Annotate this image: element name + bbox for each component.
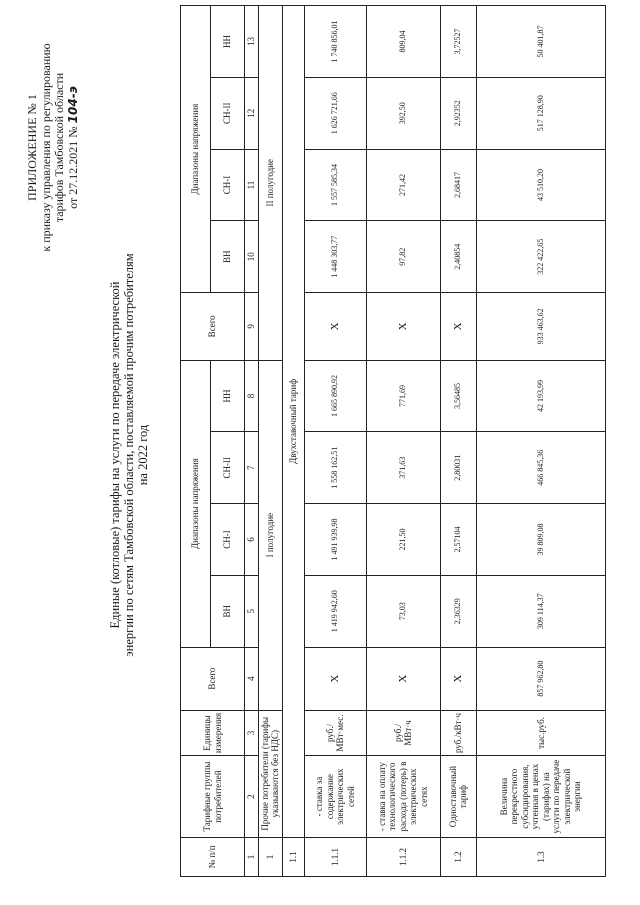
handwritten-number: 104-э	[65, 86, 80, 124]
value-vn-h1: 2,36329	[440, 575, 476, 647]
col-number: 12	[245, 77, 259, 149]
col-number: 9	[245, 293, 259, 360]
value-nn-h1: 42 193,99	[476, 360, 606, 432]
row-num: 1.2	[440, 837, 476, 876]
value-sn2-h1: 1 558 162,51	[304, 432, 366, 504]
col-number: 5	[245, 575, 259, 647]
appendix-order-line: к приказу управления по регулированию	[38, 43, 53, 252]
col-number: 2	[245, 756, 259, 838]
header-row-top	[181, 6, 211, 877]
title-line-2: энергии по сетям Тамбовской области, поставляемой прочим потребителям	[122, 253, 136, 657]
row-1-1-1	[304, 6, 366, 877]
title-line-3: на 2022 год	[136, 424, 150, 486]
col-number: 7	[245, 432, 259, 504]
value-total-h2: Х	[304, 293, 366, 360]
value-total-h2: Х	[366, 293, 440, 360]
col-number: 6	[245, 504, 259, 576]
value-sn1-h2: 43 510,20	[476, 149, 606, 221]
value-sn1-h2: 2,68417	[440, 149, 476, 221]
value-sn2-h2: 517 128,90	[476, 77, 606, 149]
value-nn-h2: 809,04	[366, 6, 440, 78]
appendix-date-line	[67, 35, 81, 260]
col-number: 3	[245, 710, 259, 756]
value-vn-h2: 1 448 303,77	[304, 221, 366, 293]
column-number-row	[245, 6, 259, 877]
value-sn2-h1: 2,80031	[440, 432, 476, 504]
value-vn-h1: 1 419 942,60	[304, 575, 366, 647]
row-num: 1.1.2	[366, 837, 440, 876]
appendix-date: от 27.12.2021 №	[65, 126, 80, 209]
value-nn-h1: 1 665 890,92	[304, 360, 366, 432]
row-1-3	[476, 6, 606, 877]
value-total-h1: Х	[440, 647, 476, 710]
value-sn2-h1: 371,63	[366, 432, 440, 504]
value-nn-h2: 1 740 856,01	[304, 6, 366, 78]
header-nn-h2: НН	[211, 6, 245, 78]
header-vn-h1: ВН	[211, 575, 245, 647]
row-1	[258, 6, 282, 877]
col-number: 8	[245, 360, 259, 432]
half-year-1-label: I полугодие	[258, 360, 282, 710]
header-sn2-h2: СН-II	[211, 77, 245, 149]
col-number: 11	[245, 149, 259, 221]
value-sn2-h1: 466 845,36	[476, 432, 606, 504]
col-number: 10	[245, 221, 259, 293]
row-name: - ставка за содержание электрических сетей	[304, 756, 366, 838]
document-title	[108, 175, 150, 735]
header-total-h2: Всего	[181, 293, 245, 360]
row-name: Прочие потребители (тарифы указываются без НДС)	[258, 710, 282, 837]
half-year-2-label: II полугодие	[258, 6, 282, 361]
value-vn-h1: 73,03	[366, 575, 440, 647]
col-number: 1	[245, 837, 259, 876]
appendix-header	[26, 35, 80, 260]
row-num: 1	[258, 837, 282, 876]
col-number: 13	[245, 6, 259, 78]
header-vn-h2: ВН	[211, 221, 245, 293]
header-total-h1: Всего	[181, 647, 245, 710]
row-num: 1.1.1	[304, 837, 366, 876]
value-sn2-h2: 1 626 721,66	[304, 77, 366, 149]
value-total-h1: 857 962,80	[476, 647, 606, 710]
header-sn1-h1: СН-I	[211, 504, 245, 576]
value-sn1-h1: 2,57104	[440, 504, 476, 576]
value-sn2-h2: 392,50	[366, 77, 440, 149]
row-unit: руб./МВт·ч	[366, 710, 440, 756]
value-total-h1: Х	[366, 647, 440, 710]
tariff-table	[180, 5, 606, 877]
row-unit: руб./МВт·мес.	[304, 710, 366, 756]
header-num: № п/п	[181, 837, 245, 876]
value-sn1-h1: 39 809,08	[476, 504, 606, 576]
header-group: Тарифные группы потребителей	[181, 756, 245, 838]
value-nn-h1: 3,56485	[440, 360, 476, 432]
value-total-h2: Х	[440, 293, 476, 360]
row-name: Одноставочный тариф	[440, 756, 476, 838]
value-vn-h2: 322 422,65	[476, 221, 606, 293]
row-1-2	[440, 6, 476, 877]
row-unit: руб./кВт·ч	[440, 710, 476, 756]
value-sn1-h2: 1 557 585,34	[304, 149, 366, 221]
header-nn-h1: НН	[211, 360, 245, 432]
value-nn-h2: 50 401,87	[476, 6, 606, 78]
value-sn1-h1: 1 491 939,98	[304, 504, 366, 576]
value-sn1-h1: 221,50	[366, 504, 440, 576]
row-unit: тыс.руб.	[476, 710, 606, 756]
appendix-title: ПРИЛОЖЕНИЕ № 1	[25, 94, 39, 201]
row-num: 1.3	[476, 837, 606, 876]
row-1-1-2	[366, 6, 440, 877]
row-name: - ставка на оплату технологического расхода (потерь) в электрических сетях	[366, 756, 440, 838]
col-number: 4	[245, 647, 259, 710]
value-sn2-h2: 2,92352	[440, 77, 476, 149]
value-nn-h2: 3,72527	[440, 6, 476, 78]
value-total-h1: Х	[304, 647, 366, 710]
value-vn-h2: 97,82	[366, 221, 440, 293]
value-total-h2: 933 463,62	[476, 293, 606, 360]
row-1-1	[282, 6, 304, 877]
header-ranges-h1: Диапазоны напряжения	[181, 360, 211, 647]
row-name: Двухставочный тариф	[282, 6, 304, 838]
row-num: 1.1	[282, 837, 304, 876]
value-nn-h1: 771,69	[366, 360, 440, 432]
header-ranges-h2: Диапазоны напряжения	[181, 6, 211, 293]
value-vn-h1: 309 114,37	[476, 575, 606, 647]
header-unit: Единицы измерения	[181, 710, 245, 756]
title-line-1: Единые (котловые) тарифы на услуги по передаче электрической	[108, 281, 122, 629]
header-sn2-h1: СН-II	[211, 432, 245, 504]
appendix-region-line: тарифов Тамбовской области	[52, 72, 66, 223]
value-vn-h2: 2,40854	[440, 221, 476, 293]
value-sn1-h2: 271,42	[366, 149, 440, 221]
row-name: Величина перекрестного субсидирования, учтенная в ценах (тарифах) на услуги по передаче электрической энергии	[476, 756, 606, 838]
header-sn1-h2: СН-I	[211, 149, 245, 221]
